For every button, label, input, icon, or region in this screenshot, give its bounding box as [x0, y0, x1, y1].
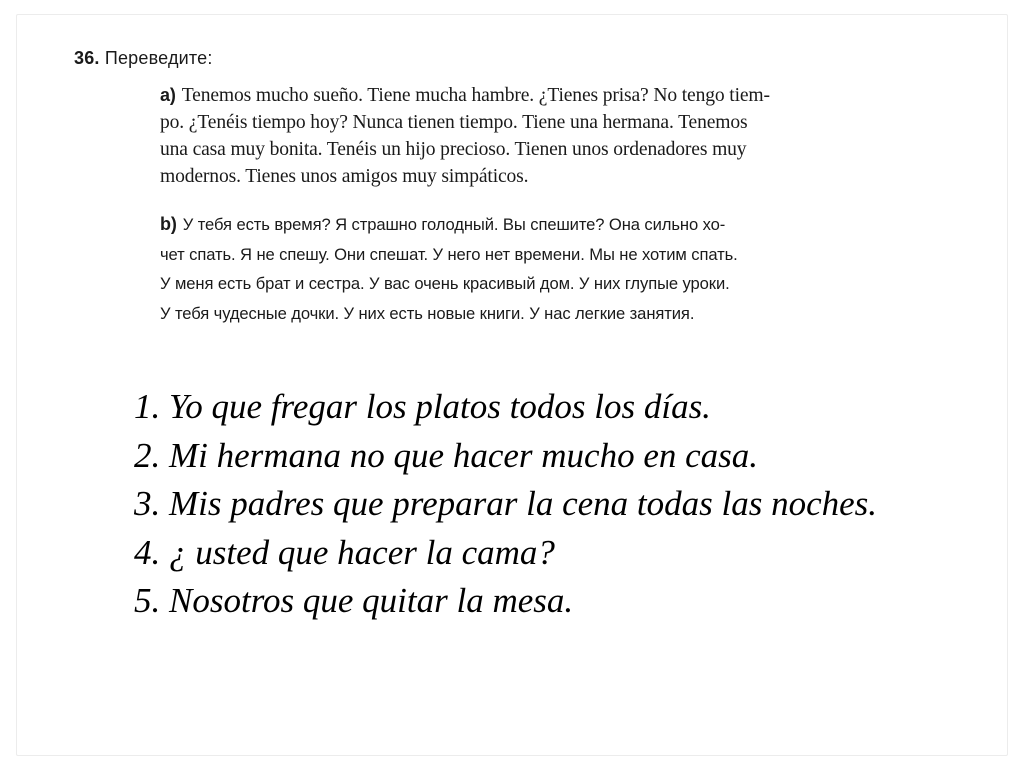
part-a-line: po. ¿Tenéis tiempo hoy? Nunca tienen tiempo. Tiene una hermana. Tenemos	[160, 112, 748, 133]
part-b-line: У тебя чудесные дочки. У них есть новые книги. У нас легкие занятия.	[160, 303, 695, 323]
textbook-scan	[74, 48, 914, 328]
exercise-sentence-5: 5. Nosotros que quitar la mesa.	[134, 581, 574, 620]
part-a-marker: a)	[160, 85, 176, 105]
exercise-sentence-2: 2. Mi hermana no que hacer mucho en casa.	[134, 435, 759, 475]
exercise-instruction: Переведите:	[104, 48, 213, 68]
part-b-line: У меня есть брат и сестра. У вас очень красивый дом. У них глупые уроки.	[160, 274, 730, 294]
part-a-line: una casa muy bonita. Tenéis un hijo precioso. Tienen unos ordenadores muy	[160, 139, 747, 160]
part-a-line: a) Tenemos mucho sueño. Tiene mucha hambre. ¿Tienes prisa? No tengo tiem-	[160, 85, 770, 106]
fill-in-exercises	[134, 383, 1004, 626]
part-b-line: чет спать. Я не спешу. Они спешат. У него нет времени. Мы не хотим спать.	[160, 244, 738, 264]
exercise-title	[74, 48, 213, 69]
exercise-number: 36.	[74, 48, 100, 68]
part-b-marker: b)	[160, 214, 177, 234]
part-b-line: b) У тебя есть время? Я страшно голодный. Вы спешите? Она сильно хо-	[160, 214, 726, 234]
exercise-sentence-3: 3. Mis padres que preparar la cena todas las noches.	[134, 484, 878, 523]
part-a-line: modernos. Tienes unos amigos muy simpáticos.	[160, 166, 529, 187]
exercise-sentence-1: 1. Yo que fregar los platos todos los días.	[134, 387, 711, 426]
exercise-sentence-4: 4. ¿ usted que hacer la cama?	[134, 532, 555, 572]
part-a	[160, 82, 900, 190]
part-b	[160, 210, 900, 328]
